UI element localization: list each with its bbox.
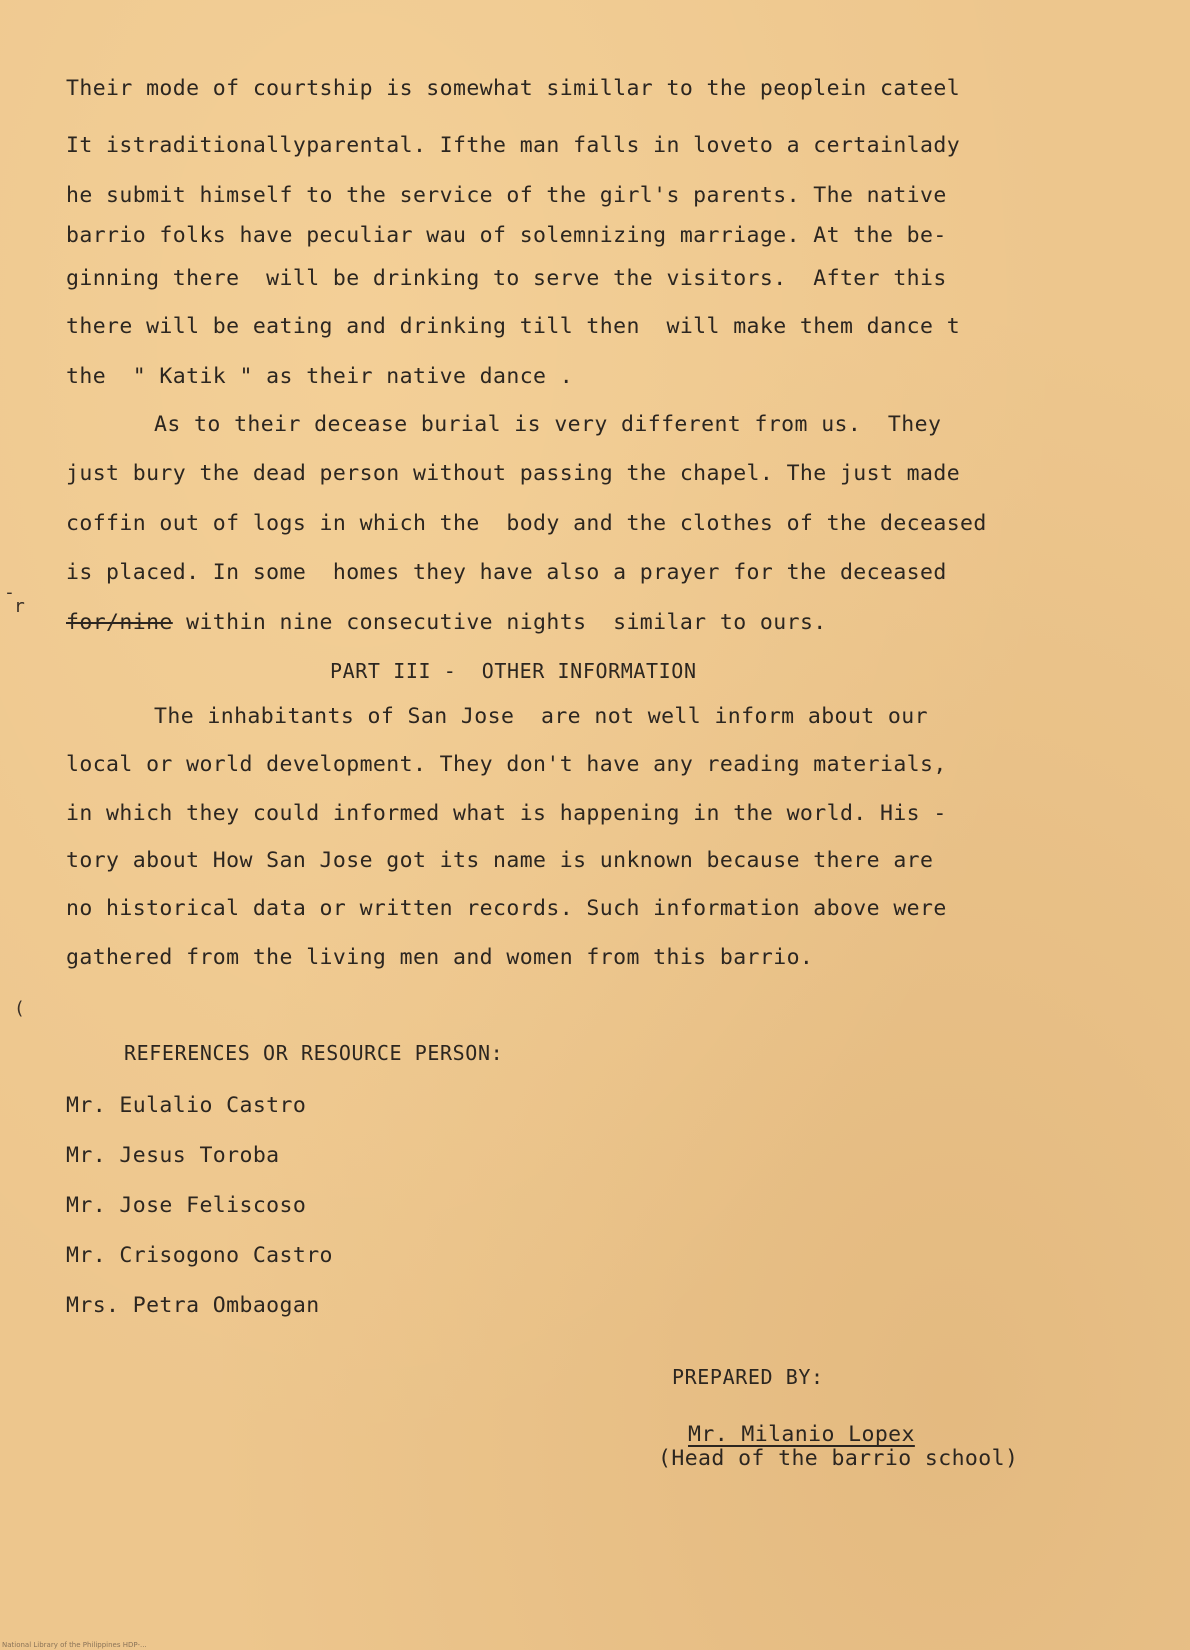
part3-heading: PART III - OTHER INFORMATION xyxy=(330,659,697,683)
reference-item-5: Mrs. Petra Ombaogan xyxy=(66,1293,320,1318)
references-heading: REFERENCES OR RESOURCE PERSON: xyxy=(124,1041,504,1065)
preparer-title: (Head of the barrio school) xyxy=(658,1446,1019,1471)
paragraph2-line-2: just bury the dead person without passing the chapel. The just made xyxy=(66,461,961,486)
paragraph2-line-5-text: within nine consecutive nights similar to ours. xyxy=(172,610,827,635)
paragraph1-line-1: Their mode of courtship is somewhat simillar to the peoplein cateel xyxy=(66,76,961,101)
prepared-by-label: PREPARED BY: xyxy=(672,1365,824,1389)
paragraph1-line-4: barrio folks have peculiar wau of solemnizing marriage. At the be- xyxy=(66,223,947,248)
paragraph3-line-5: no historical data or written records. Such information above were xyxy=(66,896,947,921)
reference-item-2: Mr. Jesus Toroba xyxy=(66,1143,280,1168)
margin-mark-1: r xyxy=(14,596,25,617)
scan-footer: National Library of the Philippines HDP-... xyxy=(2,1641,147,1649)
preparer-name: Mr. Milanio Lopex xyxy=(688,1422,915,1447)
paragraph3-line-3: in which they could informed what is happening in the world. His - xyxy=(66,801,947,826)
reference-item-4: Mr. Crisogono Castro xyxy=(66,1243,333,1268)
paragraph2-line-4: is placed. In some homes they have also a prayer for the deceased xyxy=(66,560,947,585)
paragraph3-line-1: The inhabitants of San Jose are not well inform about our xyxy=(154,704,928,729)
paragraph1-line-3: he submit himself to the service of the girl's parents. The native xyxy=(66,183,947,208)
paragraph1-line-6: there will be eating and drinking till then will make them dance t xyxy=(66,314,961,339)
paragraph3-line-2: local or world development. They don't have any reading materials, xyxy=(66,752,947,777)
paragraph2-line-5 xyxy=(66,610,827,636)
paragraph3-line-4: tory about How San Jose got its name is unknown because there are xyxy=(66,848,934,873)
struck-out-text: for/nine xyxy=(66,610,173,635)
paragraph1-line-2: It istraditionallyparental. Ifthe man falls in loveto a certainlady xyxy=(66,133,961,158)
paragraph1-line-7: the " Katik " as their native dance . xyxy=(66,364,574,389)
margin-mark-3: - xyxy=(4,582,15,603)
paragraph2-line-1: As to their decease burial is very different from us. They xyxy=(154,412,942,437)
paragraph2-line-3: coffin out of logs in which the body and the clothes of the deceased xyxy=(66,511,987,536)
paragraph3-line-6: gathered from the living men and women from this barrio. xyxy=(66,945,814,970)
reference-item-3: Mr. Jose Feliscoso xyxy=(66,1193,307,1218)
reference-item-1: Mr. Eulalio Castro xyxy=(66,1093,307,1118)
margin-mark-2: ( xyxy=(14,998,25,1019)
paragraph1-line-5: ginning there will be drinking to serve the visitors. After this xyxy=(66,266,947,291)
